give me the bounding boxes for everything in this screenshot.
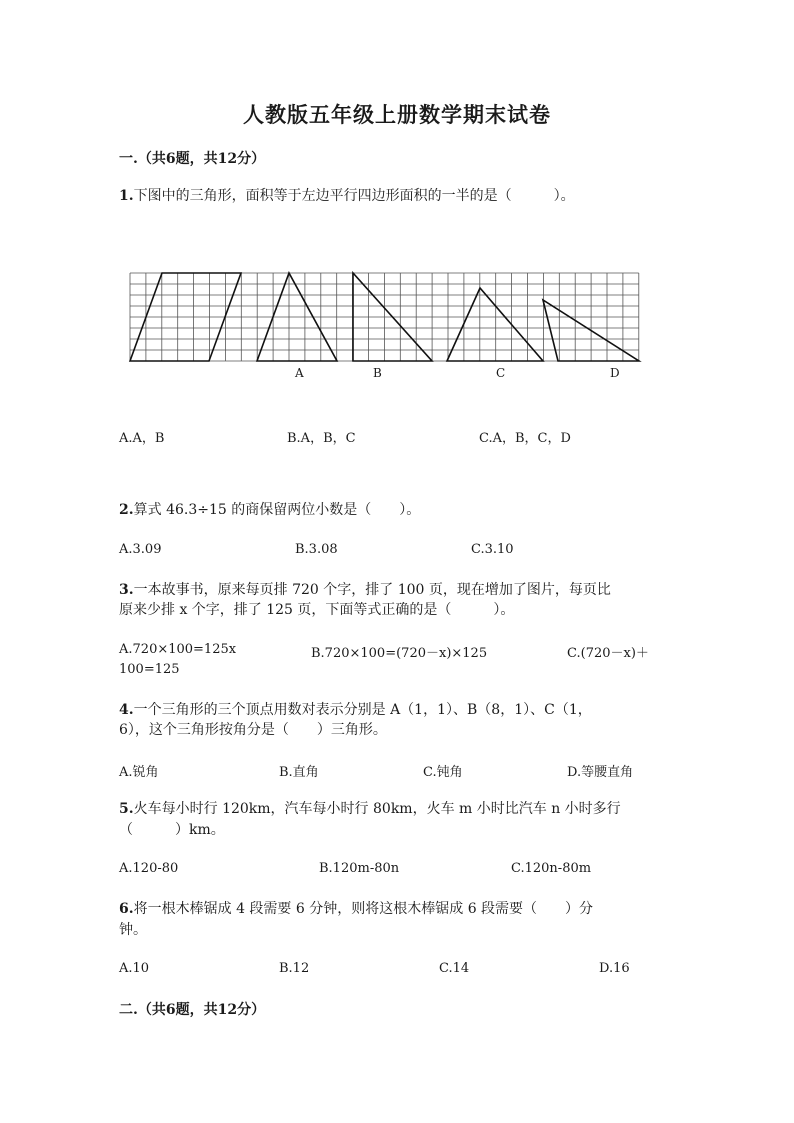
option-2b: B.3.08 xyxy=(295,542,338,557)
option-3b: B.720×100=(720－x)×125 xyxy=(311,646,488,661)
figure-label-a: A xyxy=(295,366,304,380)
question-number: 3. xyxy=(119,582,134,598)
question-6 xyxy=(119,899,593,919)
grid-lines xyxy=(130,273,639,361)
option-3a: A.720×100=125x xyxy=(119,642,237,657)
option-2c: C.3.10 xyxy=(471,542,514,557)
option-1c: C.A，B，C，D xyxy=(479,431,571,446)
figure-label-c: C xyxy=(496,366,506,380)
question-number: 1. xyxy=(119,188,134,204)
option-1b: B.A，B，C xyxy=(287,431,356,446)
question-text: 算式 46.3÷15 的商保留两位小数是（ ）。 xyxy=(133,502,421,518)
question-number: 6. xyxy=(119,901,134,917)
question-text-line-1: 一个三角形的三个顶点用数对表示分别是 A（1，1）、B（8，1）、C（1， xyxy=(133,702,592,718)
question-4 xyxy=(119,700,592,720)
question-text-line-2: 原来少排 x 个字，排了 125 页，下面等式正确的是（ ）。 xyxy=(119,602,515,618)
figure-label-d: D xyxy=(610,366,620,380)
option-5c: C.120n-80m xyxy=(511,861,592,876)
question-number: 2. xyxy=(119,502,134,518)
grid-figure-svg xyxy=(125,268,645,386)
option-3c-continued: 100=125 xyxy=(119,662,180,677)
page-title: 人教版五年级上册数学期末试卷 xyxy=(243,102,551,127)
question-3 xyxy=(119,580,611,600)
option-6c: C.14 xyxy=(439,961,470,976)
question-1 xyxy=(119,186,575,206)
question-text-line-1: 火车每小时行 120km，汽车每小时行 80km，火车 m 小时比汽车 n 小时多行 xyxy=(133,801,621,817)
question-text-line-1: 将一根木棒锯成 4 段需要 6 分钟，则将这根木棒锯成 6 段需要（ ）分 xyxy=(133,901,594,917)
question-text: 下图中的三角形，面积等于左边平行四边形面积的一半的是（ ）。 xyxy=(133,188,575,204)
option-4d: D.等腰直角 xyxy=(567,765,634,780)
option-1a: A.A，B xyxy=(119,431,165,446)
question-text-line-2: 6），这个三角形按角分是（ ）三角形。 xyxy=(119,722,387,738)
option-6d: D.16 xyxy=(599,961,630,976)
question-text-line-1: 一本故事书，原来每页排 720 个字，排了 100 页，现在增加了图片，每页比 xyxy=(133,582,611,598)
option-4c: C.钝角 xyxy=(423,765,463,780)
section-heading-1: 一.（共6题，共12分） xyxy=(119,151,266,167)
question-text-line-2: （ ）km。 xyxy=(119,822,225,838)
option-3c: C.(720－x)＋ xyxy=(567,646,649,661)
option-4a: A.锐角 xyxy=(119,765,159,780)
question-number: 4. xyxy=(119,702,134,718)
question-text-line-2: 钟。 xyxy=(119,922,147,938)
grid-figure xyxy=(125,268,645,386)
question-5 xyxy=(119,799,621,819)
question-number: 5. xyxy=(119,801,134,817)
figure-label-b: B xyxy=(373,366,382,380)
option-4b: B.直角 xyxy=(279,765,319,780)
option-2a: A.3.09 xyxy=(119,542,162,557)
question-2 xyxy=(119,500,420,520)
option-6b: B.12 xyxy=(279,961,310,976)
option-5a: A.120-80 xyxy=(119,861,179,876)
option-5b: B.120m-80n xyxy=(319,861,400,876)
section-heading-2: 二.（共6题，共12分） xyxy=(119,1002,266,1018)
option-6a: A.10 xyxy=(119,961,150,976)
